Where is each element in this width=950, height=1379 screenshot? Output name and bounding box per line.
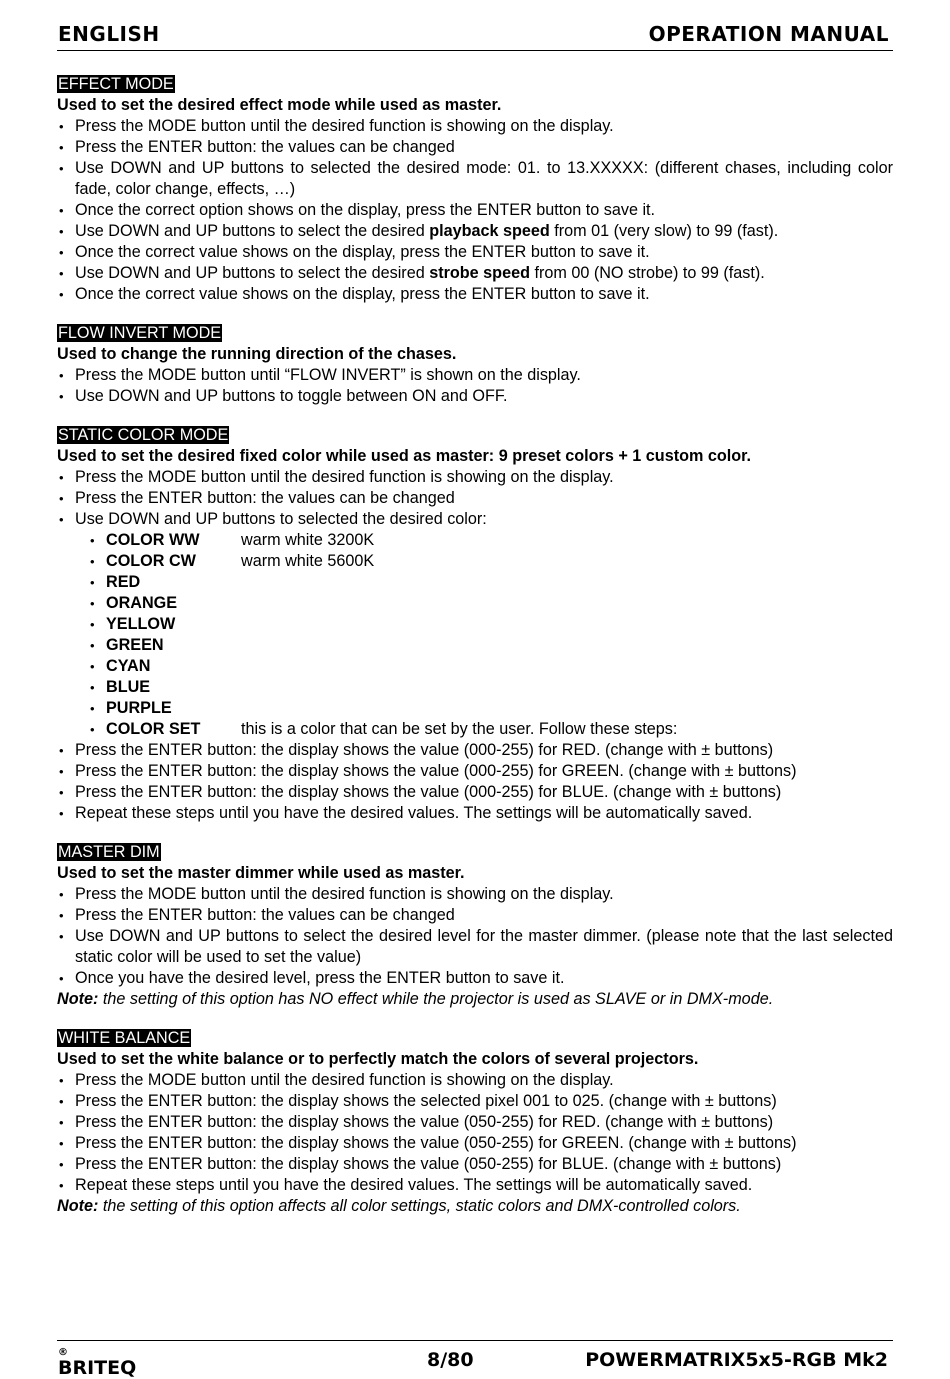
list-item: • Press the ENTER button: the display shows the value (000-255) for GREEN. (change with ± buttons)	[57, 761, 893, 782]
color-name: GREEN	[106, 636, 164, 654]
list-item: • Once the correct value shows on the display, press the ENTER button to save it.	[57, 242, 893, 263]
list-item: • Once the correct option shows on the display, press the ENTER button to save it.	[57, 200, 893, 221]
color-list	[57, 530, 893, 740]
item-text: Use DOWN and UP buttons to select the desired	[75, 264, 430, 282]
list-item: • Press the ENTER button: the display shows the value (050-255) for BLUE. (change with ± buttons)	[57, 1154, 893, 1175]
footer-brand	[58, 1347, 137, 1379]
color-name: COLOR WW	[106, 531, 200, 549]
section-subtitle: Used to set the white balance or to perfectly match the colors of several projectors.	[57, 1050, 699, 1068]
section-title: MASTER DIM	[58, 843, 160, 861]
color-name: PURPLE	[106, 699, 172, 717]
section-title: EFFECT MODE	[58, 75, 174, 93]
list-item: • Press the MODE button until the desired function is showing on the display.	[57, 467, 893, 488]
list-item: • Use DOWN and UP buttons to selected the desired color:	[57, 509, 893, 530]
color-item	[57, 698, 893, 719]
section-white-balance	[57, 1028, 893, 1217]
bullet-list	[57, 365, 893, 407]
registered-mark: ®	[58, 1347, 68, 1358]
color-item	[57, 572, 893, 593]
section-title: FLOW INVERT MODE	[58, 324, 222, 342]
bullet-list	[57, 740, 893, 824]
list-item: • Press the MODE button until the desired function is showing on the display.	[57, 1070, 893, 1091]
section-title: WHITE BALANCE	[58, 1029, 191, 1047]
color-item	[57, 530, 893, 551]
note-text: the setting of this option affects all color settings, static colors and DMX-controlled colors.	[98, 1197, 741, 1215]
color-name: RED	[106, 573, 141, 591]
section-effect-mode	[57, 74, 893, 305]
section-subtitle: Used to set the desired effect mode while used as master.	[57, 96, 502, 114]
list-item: • Press the ENTER button: the display shows the value (050-255) for RED. (change with ± buttons)	[57, 1112, 893, 1133]
section-flow-invert-mode	[57, 323, 893, 407]
item-emphasis: strobe speed	[429, 264, 530, 282]
list-item: • Press the ENTER button: the values can be changed	[57, 137, 893, 158]
list-item: • Repeat these steps until you have the desired values. The settings will be automatically saved.	[57, 803, 893, 824]
color-item	[57, 593, 893, 614]
page-header	[57, 20, 893, 51]
list-item: • Once the correct value shows on the display, press the ENTER button to save it.	[57, 284, 893, 305]
section-static-color-mode	[57, 425, 893, 824]
color-name: CYAN	[106, 657, 151, 675]
color-item	[57, 635, 893, 656]
color-item	[57, 614, 893, 635]
color-desc: warm white 3200K	[241, 531, 375, 549]
list-item: • Press the ENTER button: the values can be changed	[57, 488, 893, 509]
list-item	[57, 263, 893, 284]
item-text: Use DOWN and UP buttons to select the desired	[75, 222, 430, 240]
bullet-list	[57, 116, 893, 305]
header-language: ENGLISH	[58, 22, 160, 46]
section-master-dim	[57, 842, 893, 1010]
item-text: from 01 (very slow) to 99 (fast).	[549, 222, 779, 240]
list-item: • Press the MODE button until the desired function is showing on the display.	[57, 884, 893, 905]
note	[57, 1196, 893, 1217]
color-desc: warm white 5600K	[241, 552, 375, 570]
note	[57, 989, 893, 1010]
footer-model: POWERMATRIX5x5-RGB Mk2	[585, 1349, 888, 1371]
item-emphasis: playback speed	[429, 222, 550, 240]
item-text: from 00 (NO strobe) to 99 (fast).	[529, 264, 765, 282]
page-number: 8/80	[427, 1349, 474, 1371]
section-subtitle: Used to change the running direction of the chases.	[57, 345, 457, 363]
list-item: • Use DOWN and UP buttons to selected the desired mode: 01. to 13.XXXXX: (different chases, including color fade, color change, effects, …)	[57, 158, 893, 200]
page-footer	[57, 1340, 893, 1379]
bullet-list	[57, 884, 893, 989]
list-item: • Once you have the desired level, press the ENTER button to save it.	[57, 968, 893, 989]
color-item	[57, 677, 893, 698]
list-item: • Press the ENTER button: the display shows the selected pixel 001 to 025. (change with ± buttons)	[57, 1091, 893, 1112]
section-title: STATIC COLOR MODE	[58, 426, 229, 444]
color-name: BLUE	[106, 678, 151, 696]
header-doc-title: OPERATION MANUAL	[648, 22, 889, 46]
section-subtitle: Used to set the master dimmer while used as master.	[57, 864, 465, 882]
section-subtitle: Used to set the desired fixed color while used as master: 9 preset colors + 1 custom color.	[57, 447, 752, 465]
color-item	[57, 656, 893, 677]
page-content	[57, 74, 893, 1235]
note-label: Note:	[57, 990, 99, 1008]
color-name: COLOR CW	[106, 552, 196, 570]
list-item: • Press the MODE button until “FLOW INVERT” is shown on the display.	[57, 365, 893, 386]
brand-name: BRITEQ	[58, 1357, 137, 1379]
color-name: ORANGE	[106, 594, 178, 612]
note-text: the setting of this option has NO effect while the projector is used as SLAVE or in DMX-mode.	[98, 990, 774, 1008]
list-item	[57, 221, 893, 242]
list-item: • Use DOWN and UP buttons to toggle between ON and OFF.	[57, 386, 893, 407]
color-item	[57, 551, 893, 572]
list-item: • Press the MODE button until the desired function is showing on the display.	[57, 116, 893, 137]
bullet-list	[57, 467, 893, 530]
color-item	[57, 719, 893, 740]
color-name: YELLOW	[106, 615, 176, 633]
list-item: • Press the ENTER button: the display shows the value (000-255) for RED. (change with ± buttons)	[57, 740, 893, 761]
note-label: Note:	[57, 1197, 99, 1215]
list-item: • Press the ENTER button: the values can be changed	[57, 905, 893, 926]
list-item: • Use DOWN and UP buttons to select the desired level for the master dimmer. (please note that the last selected static color will be used to set the value)	[57, 926, 893, 968]
list-item: • Repeat these steps until you have the desired values. The settings will be automatically saved.	[57, 1175, 893, 1196]
list-item: • Press the ENTER button: the display shows the value (050-255) for GREEN. (change with ± buttons)	[57, 1133, 893, 1154]
color-name: COLOR SET	[106, 720, 201, 738]
bullet-list	[57, 1070, 893, 1196]
color-desc: this is a color that can be set by the user. Follow these steps:	[241, 720, 678, 738]
list-item: • Press the ENTER button: the display shows the value (000-255) for BLUE. (change with ± buttons)	[57, 782, 893, 803]
